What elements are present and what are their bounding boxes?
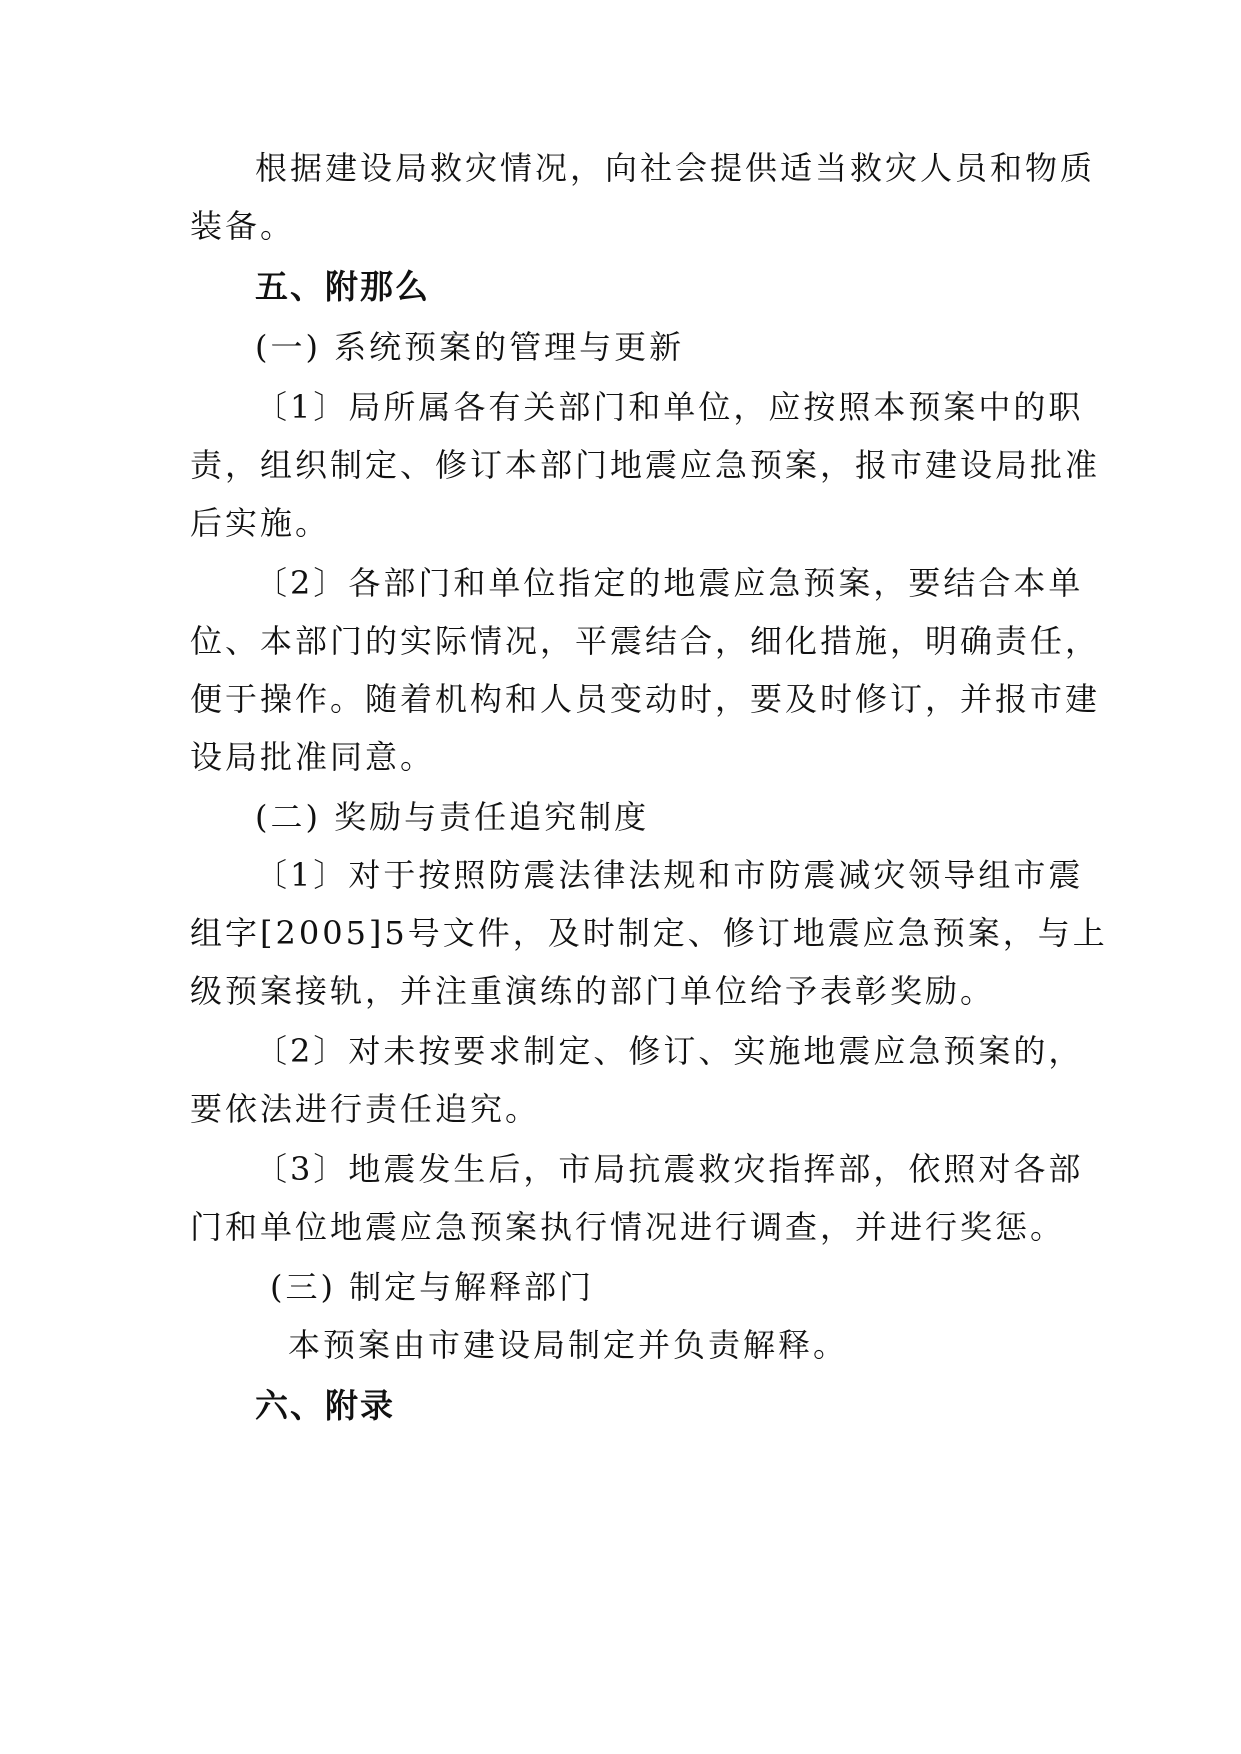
section-heading-5: 五、附那么 <box>255 267 430 306</box>
paragraph-line: 〔2〕各部门和单位指定的地震应急预案，要结合本单 <box>255 564 1084 602</box>
paragraph-line: 〔1〕局所属各有关部门和单位，应按照本预案中的职 <box>255 388 1084 426</box>
paragraph-line: 〔1〕对于按照防震法律法规和市防震减灾领导组市震 <box>255 856 1084 894</box>
paragraph-line: 门和单位地震应急预案执行情况进行调查，并进行奖惩。 <box>190 1208 1066 1246</box>
paragraph-line: 责，组织制定、修订本部门地震应急预案，报市建设局批准 <box>190 446 1101 484</box>
paragraph-line: 根据建设局救灾情况，向社会提供适当救灾人员和物质 <box>255 149 1096 187</box>
paragraph-line: 要依法进行责任追究。 <box>190 1090 541 1128</box>
paragraph-line: 位、本部门的实际情况，平震结合，细化措施，明确责任， <box>190 622 1101 660</box>
paragraph-line: 〔3〕地震发生后，市局抗震救灾指挥部，依照对各部 <box>255 1150 1084 1188</box>
paragraph-line: 〔2〕对未按要求制定、修订、实施地震应急预案的， <box>255 1032 1084 1070</box>
paragraph-line: 后实施。 <box>190 504 331 542</box>
paragraph-line: 本预案由市建设局制定并负责解释。 <box>288 1326 849 1364</box>
subsection-heading: (一) 系统预案的管理与更新 <box>255 328 685 366</box>
paragraph-line: 设局批准同意。 <box>190 738 436 776</box>
subsection-heading: (二) 奖励与责任追究制度 <box>255 798 650 836</box>
paragraph-line: 级预案接轨，并注重演练的部门单位给予表彰奖励。 <box>190 972 996 1010</box>
section-heading-6: 六、附录 <box>255 1386 395 1425</box>
paragraph-line: 组字[2005]5号文件，及时制定、修订地震应急预案，与上 <box>190 914 1108 952</box>
subsection-heading: (三) 制定与解释部门 <box>270 1268 595 1306</box>
paragraph-line: 装备。 <box>190 207 296 245</box>
paragraph-line: 便于操作。随着机构和人员变动时，要及时修订，并报市建 <box>190 680 1101 718</box>
